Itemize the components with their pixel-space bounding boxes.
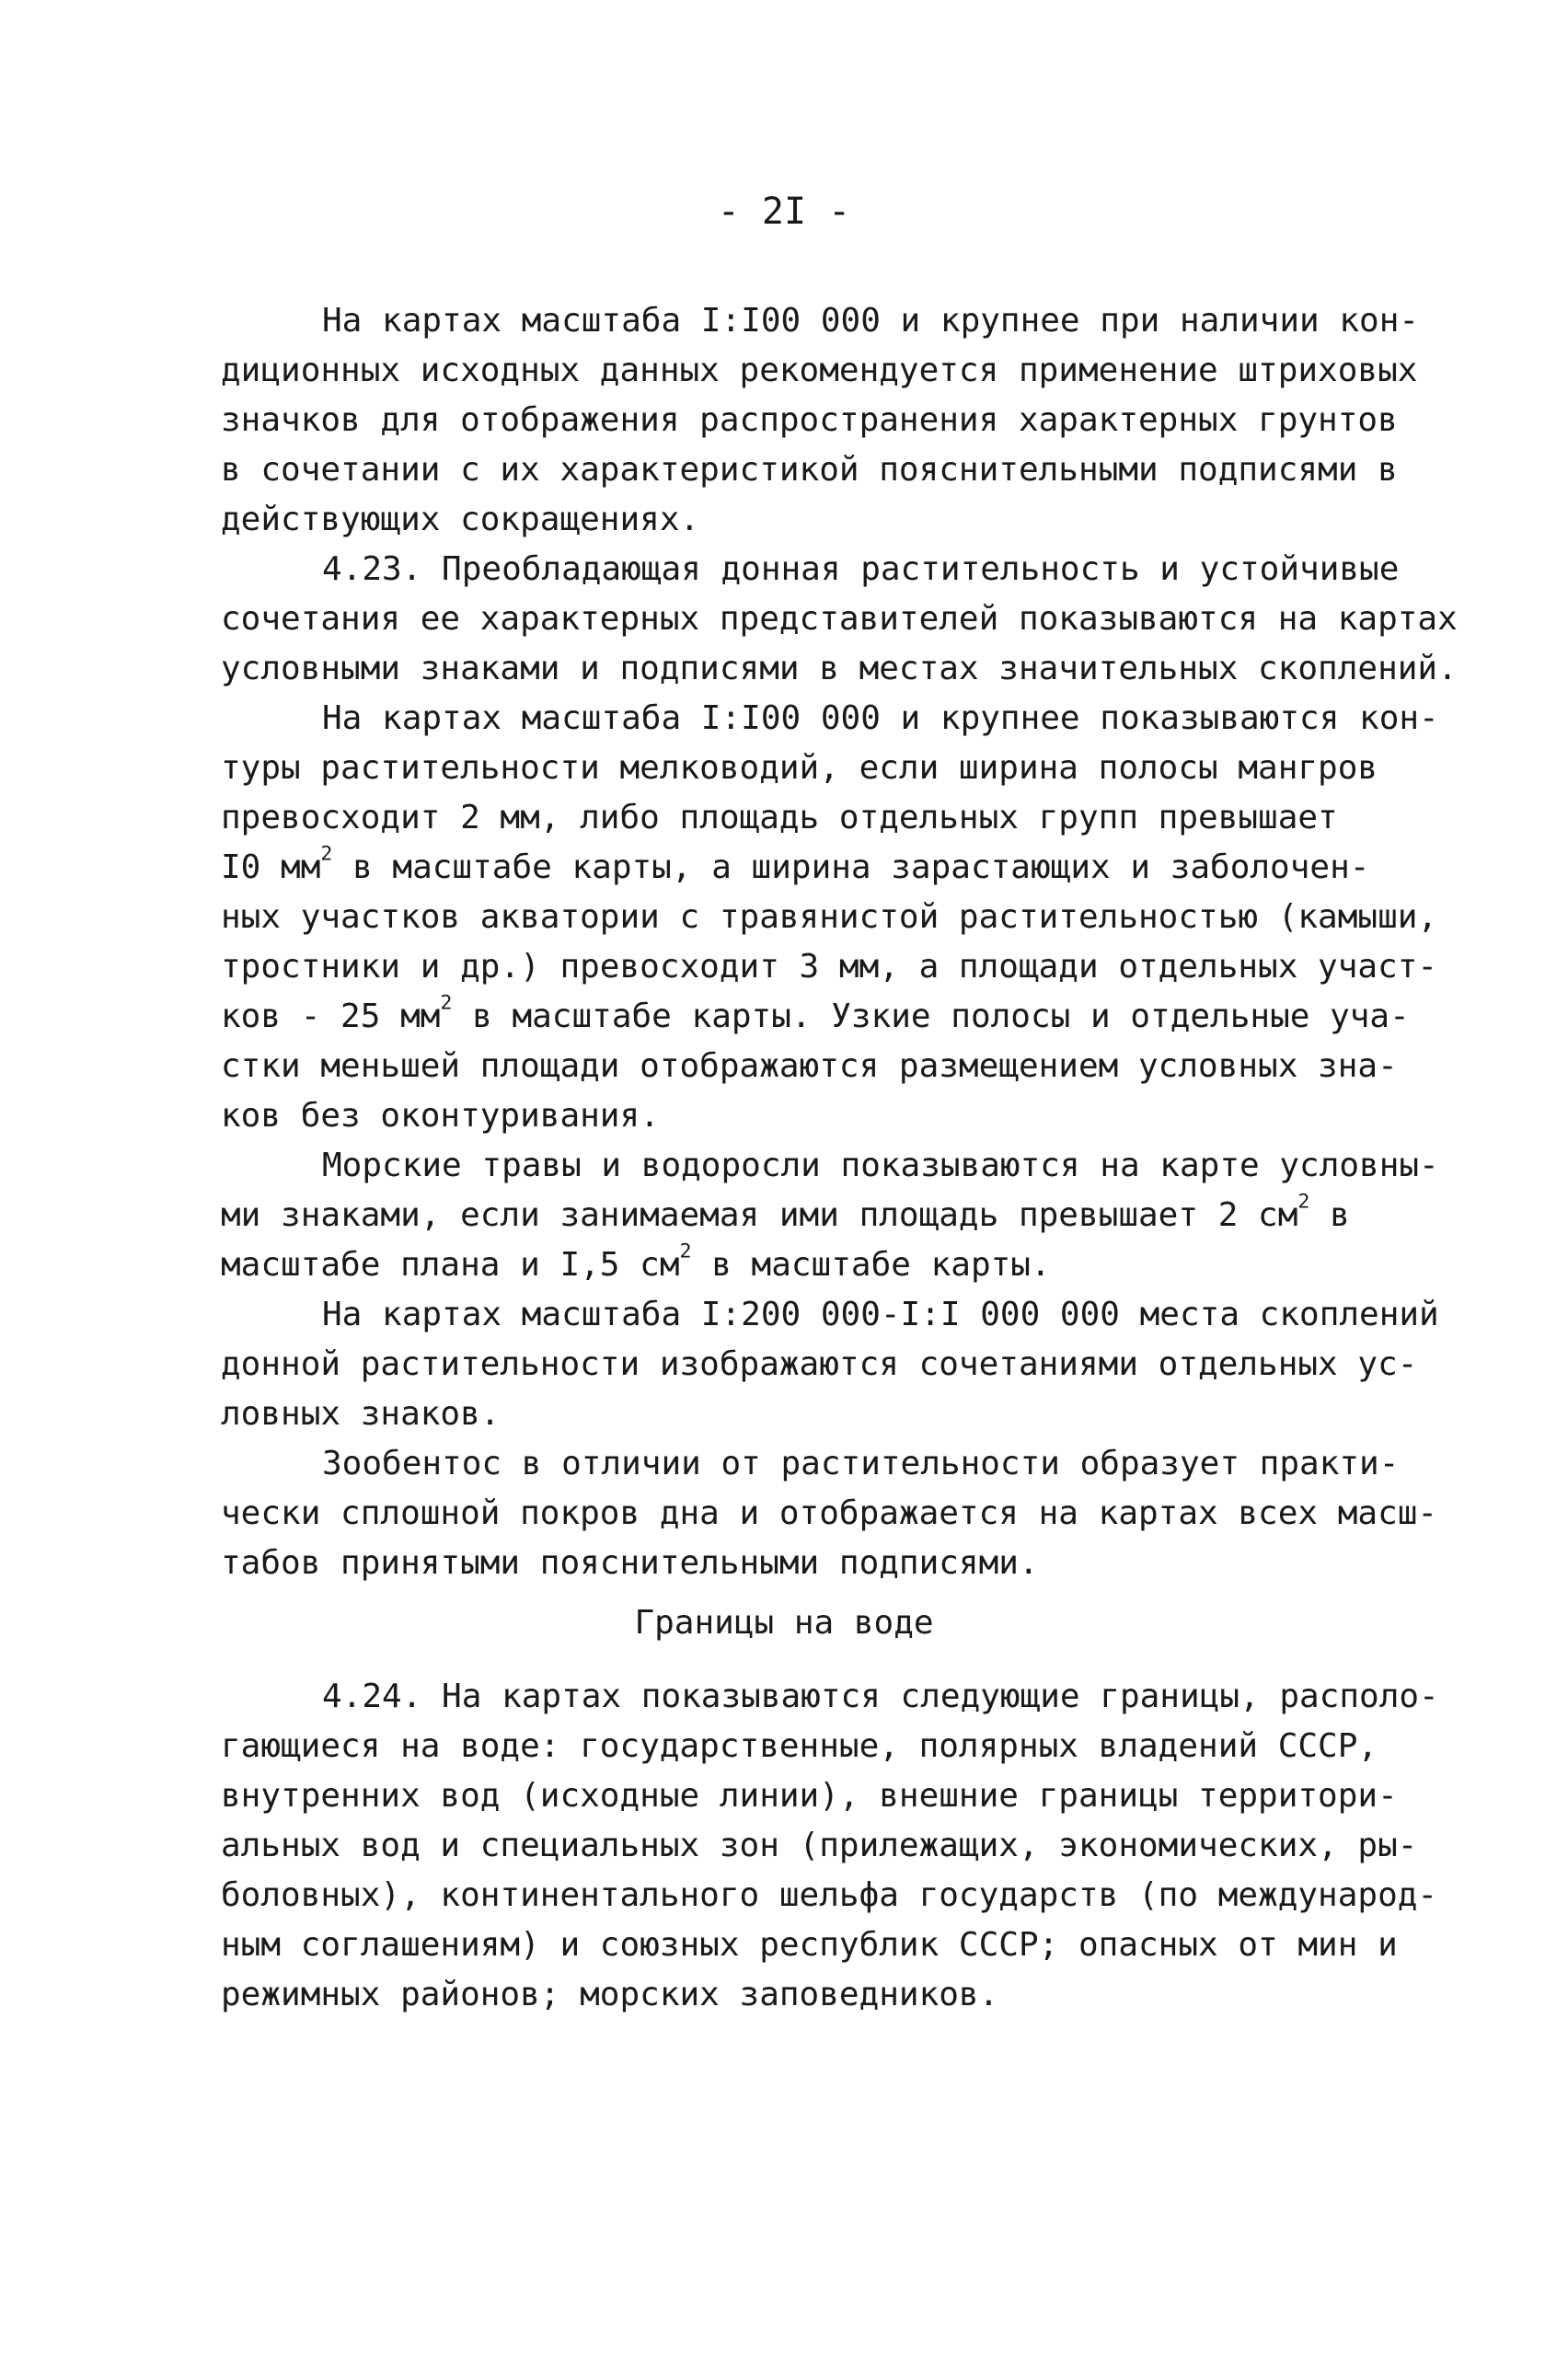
section-body [221,1672,1439,2020]
text-line: боловных), континентального шельфа государств (по международ- [221,1876,1438,1914]
text-line: донной растительности изображаются сочетаниями отдельных ус- [221,1345,1418,1383]
text-line: альных вод и специальных зон (прилежащих, экономических, ры- [221,1827,1418,1864]
text-line: гающиеся на воде: государственные, полярных владений СССР, [221,1727,1378,1765]
text-fragment: ков - 25 мм [221,998,441,1035]
text-line: 4.24. На картах показываются следующие границы, располо- [322,1678,1439,1715]
text-line: На картах масштаба I:200 000-I:I 000 000 места скоплений [322,1296,1439,1333]
paragraph-zoobenthos [221,1439,1438,1588]
text-line: в сочетании с их характеристикой пояснительными подписями в [221,451,1398,489]
text-line: диционных исходных данных рекомендуется применение штриховых [221,352,1418,389]
text-line: значков для отображения распространения характерных грунтов [221,401,1398,439]
paragraph-sea-grass [221,1141,1439,1290]
text-line: превосходит 2 мм, либо площадь отдельных групп превышает [221,799,1338,836]
paragraph-vegetation-contours [221,694,1439,1141]
text-line: условными знаками и подписями в местах значительных скоплений. [221,650,1458,687]
text-line: Зообентос в отличии от растительности образует практи- [322,1445,1400,1482]
text-fragment: в масштабе карты. Узкие полосы и отдельные уча- [452,998,1410,1035]
text-fragment: в [1309,1196,1350,1234]
text-line: 4.23. Преобладающая донная растительность и устойчивые [322,550,1400,588]
text-line: ным соглашениям) и союзных республик СССР; опасных от мин и [221,1926,1398,1964]
text-line: режимных районов; морских заповедников. [221,1976,999,2013]
text-line: туры растительности мелководий, если ширина полосы мангров [221,749,1378,787]
text-line: тростники и др.) превосходит 3 мм, а площади отдельных участ- [221,948,1438,986]
text-line: ных участков акватории с травянистой растительностью (камыши, [221,898,1438,936]
text-line: На картах масштаба I:I00 000 и крупнее показываются кон- [322,699,1439,737]
text-line: действующих сокращениях. [221,501,700,538]
text-fragment: ми знаками, если занимаемая ими площадь превышает 2 см [221,1196,1298,1234]
superscript: 2 [1297,1190,1310,1214]
text-line: табов принятыми пояснительными подписями. [221,1544,1039,1582]
text-line-with-superscript [221,1240,1417,1290]
text-line: внутренних вод (исходные линии), внешние границы территори- [221,1777,1398,1815]
superscript: 2 [320,842,333,866]
text-line: чески сплошной покров дна и отображается на картах всех масш- [221,1494,1438,1532]
paragraph-4-24 [221,1672,1439,2020]
paragraph-scale-200000 [221,1290,1439,1439]
body-text [221,296,1458,1588]
paragraph-4-23 [221,545,1458,694]
text-fragment: I0 мм [221,848,321,886]
text-line-with-superscript [221,992,1417,1042]
text-fragment: в масштабе карты. [691,1246,1051,1284]
text-line-with-superscript [221,1191,1417,1240]
text-fragment: масштабе плана и I,5 см [221,1246,680,1284]
text-line: ловных знаков. [221,1395,501,1433]
paragraph-1 [221,296,1420,545]
section-heading: Границы на воде [634,1604,934,1642]
text-line: сочетания ее характерных представителей показываются на картах [221,600,1458,638]
superscript: 2 [440,991,453,1015]
text-line: Морские травы и водоросли показываются на карте условны- [322,1147,1439,1184]
page-number: - 2I - [717,190,851,233]
text-line-with-superscript [221,843,1417,893]
text-line: На картах масштаба I:I00 000 и крупнее при наличии кон- [322,302,1420,340]
text-line: стки меньшей площади отображаются размещением условных зна- [221,1047,1398,1085]
superscript: 2 [679,1240,692,1263]
text-line: ков без оконтуривания. [221,1097,660,1135]
text-fragment: в масштабе карты, а ширина зарастающих и заболочен- [332,848,1370,886]
